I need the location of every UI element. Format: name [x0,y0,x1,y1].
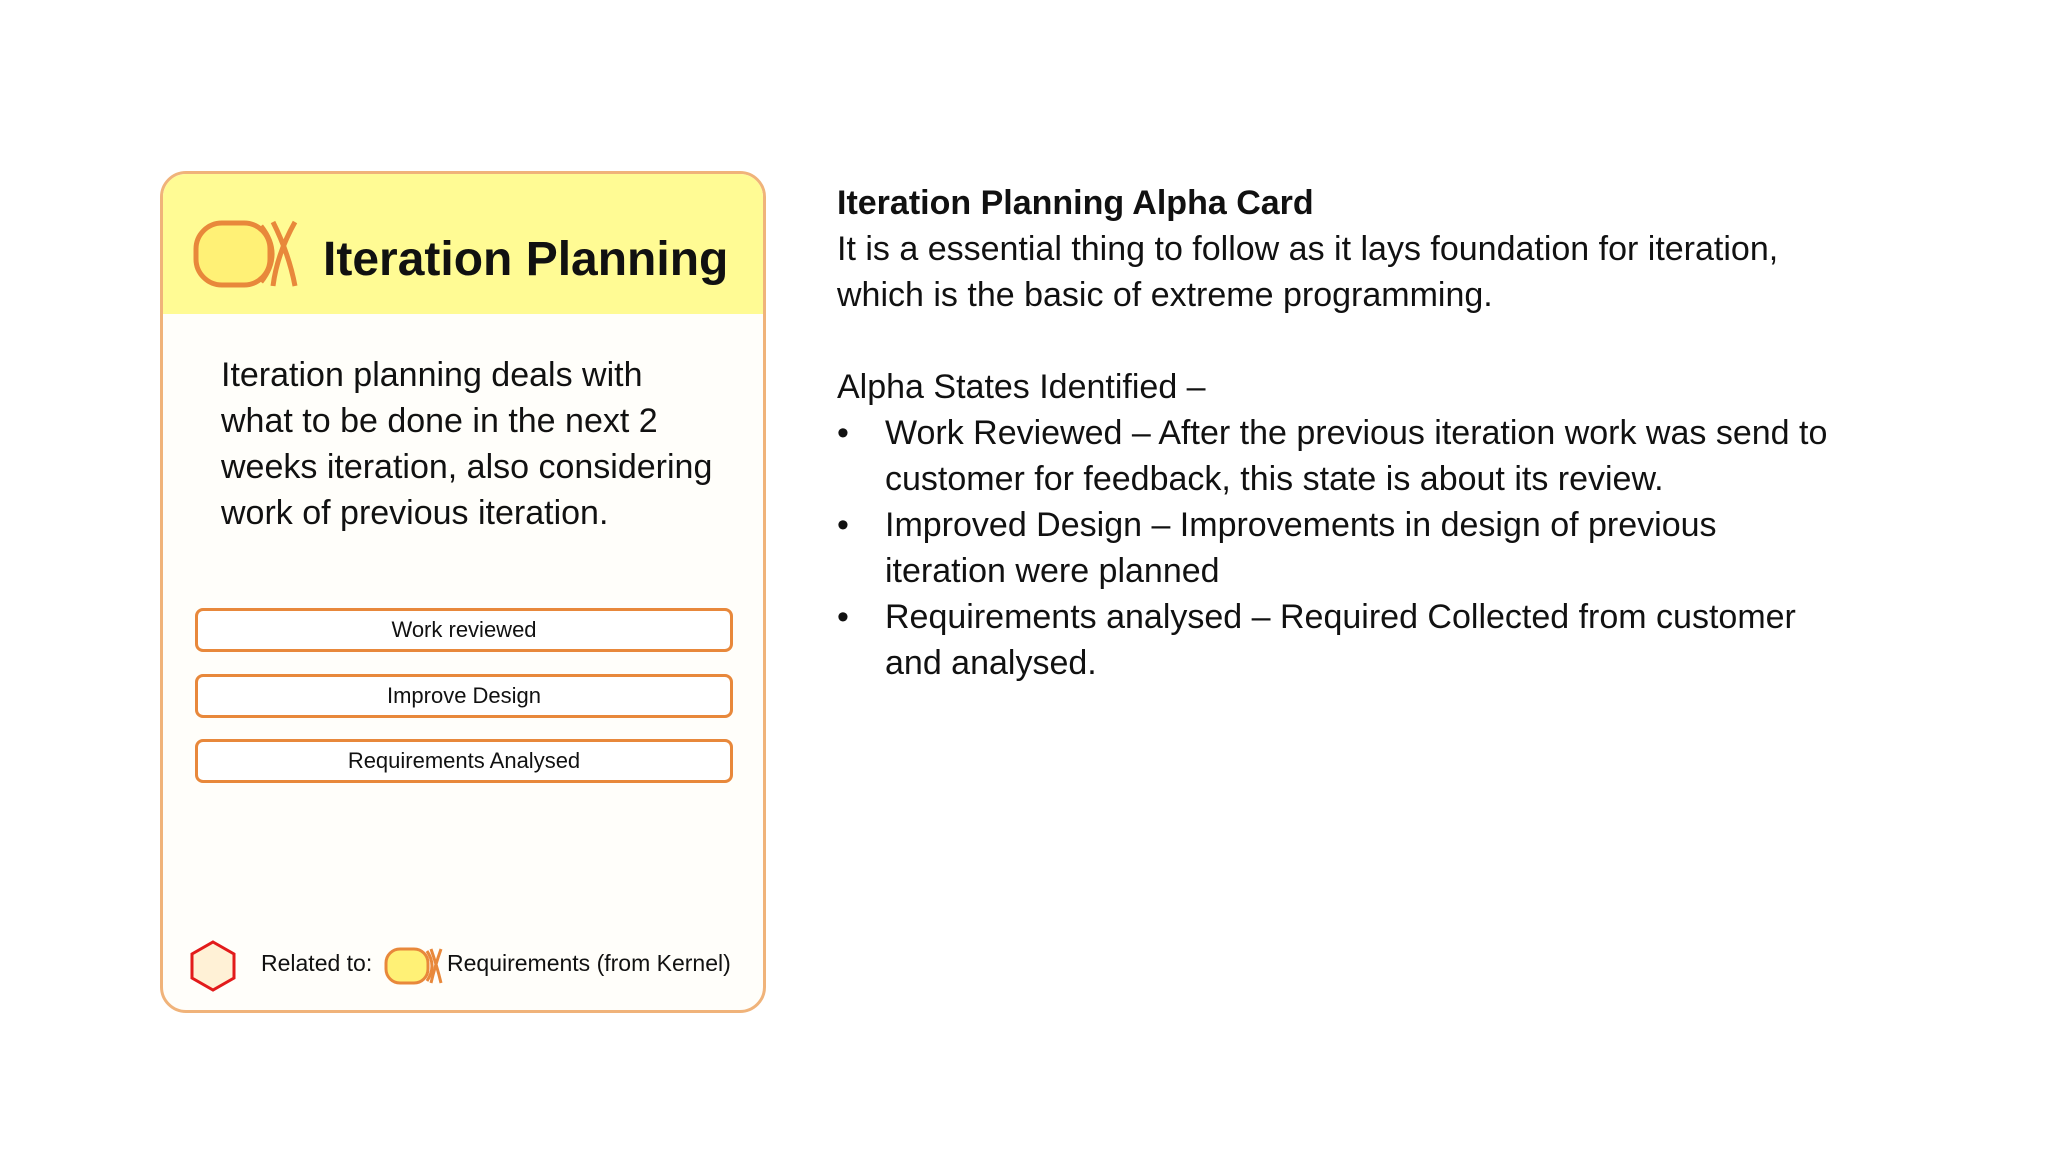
hexagon-icon [189,940,237,992]
states-heading: Alpha States Identified – [837,368,1206,406]
alpha-icon [383,946,443,986]
list-item: • Work Reviewed – After the previous iteration work was send to customer for feedback, this state is about its review. [837,410,1837,502]
state-improve-design: Improve Design [195,674,733,718]
card-header [163,174,763,314]
alpha-icon [191,218,301,290]
related-value: Requirements (from Kernel) [447,950,731,976]
list-item: • Requirements analysed – Required Collected from customer and analysed. [837,594,1837,686]
bullet: • [837,506,849,544]
list-item: • Improved Design – Improvements in design of previous iteration were planned [837,502,1837,594]
state-work-reviewed: Work reviewed [195,608,733,652]
card-description: Iteration planning deals with what to be done in the next 2 weeks iteration, also considering work of previous iteration. [221,356,713,532]
notes-text [837,180,1837,686]
notes-intro: It is a essential thing to follow as it lays foundation for iteration, which is the basic of extreme programming. [837,230,1779,314]
card-title: Iteration Planning [323,233,729,286]
states-list [837,410,1837,686]
bullet: • [837,598,849,636]
notes-heading: Iteration Planning Alpha Card [837,184,1314,222]
alpha-card [160,171,766,1013]
state-requirements-analysed: Requirements Analysed [195,739,733,783]
card-footer [189,934,749,994]
related-label: Related to: [261,950,373,976]
bullet: • [837,414,849,452]
